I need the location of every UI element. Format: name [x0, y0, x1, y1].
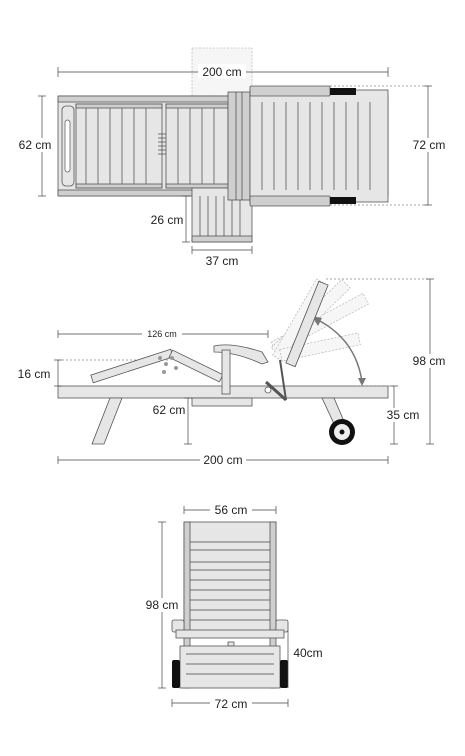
wheel-icon	[329, 419, 355, 445]
front-base-width-label: 72 cm	[214, 697, 248, 711]
front-width-label: 56 cm	[214, 503, 248, 517]
seat-slats-left	[76, 104, 162, 188]
front-seat-edge	[176, 630, 284, 638]
backrest-slats	[250, 86, 388, 206]
front-height-label: 98 cm	[145, 598, 179, 612]
front-wheel-right-icon	[280, 660, 288, 688]
side-length-dimension	[58, 453, 388, 467]
leg-rest	[91, 349, 173, 383]
wheel-top-icon	[330, 88, 356, 95]
top-width-label: 62 cm	[18, 138, 52, 152]
tray-depth-dimension	[151, 196, 190, 242]
front-leg-label: 40cm	[293, 646, 323, 660]
tray-width-label: 37 cm	[205, 254, 239, 268]
top-length-dimension	[58, 64, 388, 79]
top-width-extended-label: 72 cm	[412, 138, 446, 152]
leg-height-label: 16 cm	[17, 367, 51, 381]
front-leg-dimension	[288, 630, 323, 688]
seat-height-label: 62 cm	[152, 403, 186, 417]
seat-length-dimension	[58, 328, 268, 339]
front-view	[143, 503, 323, 711]
tray-width-dimension	[192, 246, 252, 268]
seat-slats-middle	[166, 104, 228, 188]
armrest-post	[222, 350, 230, 394]
front-backrest	[184, 522, 276, 632]
tray-depth-label: 26 cm	[150, 213, 184, 227]
wheel-bottom-icon	[330, 197, 356, 204]
front-base-width-dimension	[172, 696, 288, 711]
front-wheel-left-icon	[172, 660, 180, 688]
top-width-extended-dimension	[410, 86, 448, 205]
handle-slot	[65, 120, 70, 172]
seat-height-dimension	[153, 398, 192, 444]
front-lower-frame	[180, 646, 280, 688]
top-length-label: 200 cm	[202, 65, 242, 79]
front-leg	[92, 398, 122, 444]
backrest-hinge-column	[228, 92, 250, 200]
front-width-dimension	[184, 503, 276, 517]
tray-under-seat	[192, 398, 252, 406]
leg-height-dimension	[18, 360, 62, 386]
top-view	[18, 48, 448, 268]
side-view	[18, 279, 450, 467]
side-length-label: 200 cm	[203, 453, 243, 467]
top-width-dimension	[18, 96, 54, 196]
seat-length-label: 126 cm	[147, 329, 177, 339]
wheel-height-label: 35 cm	[386, 408, 420, 422]
recline-arrow-head-bottom	[358, 378, 366, 386]
height-label: 98 cm	[412, 354, 446, 368]
